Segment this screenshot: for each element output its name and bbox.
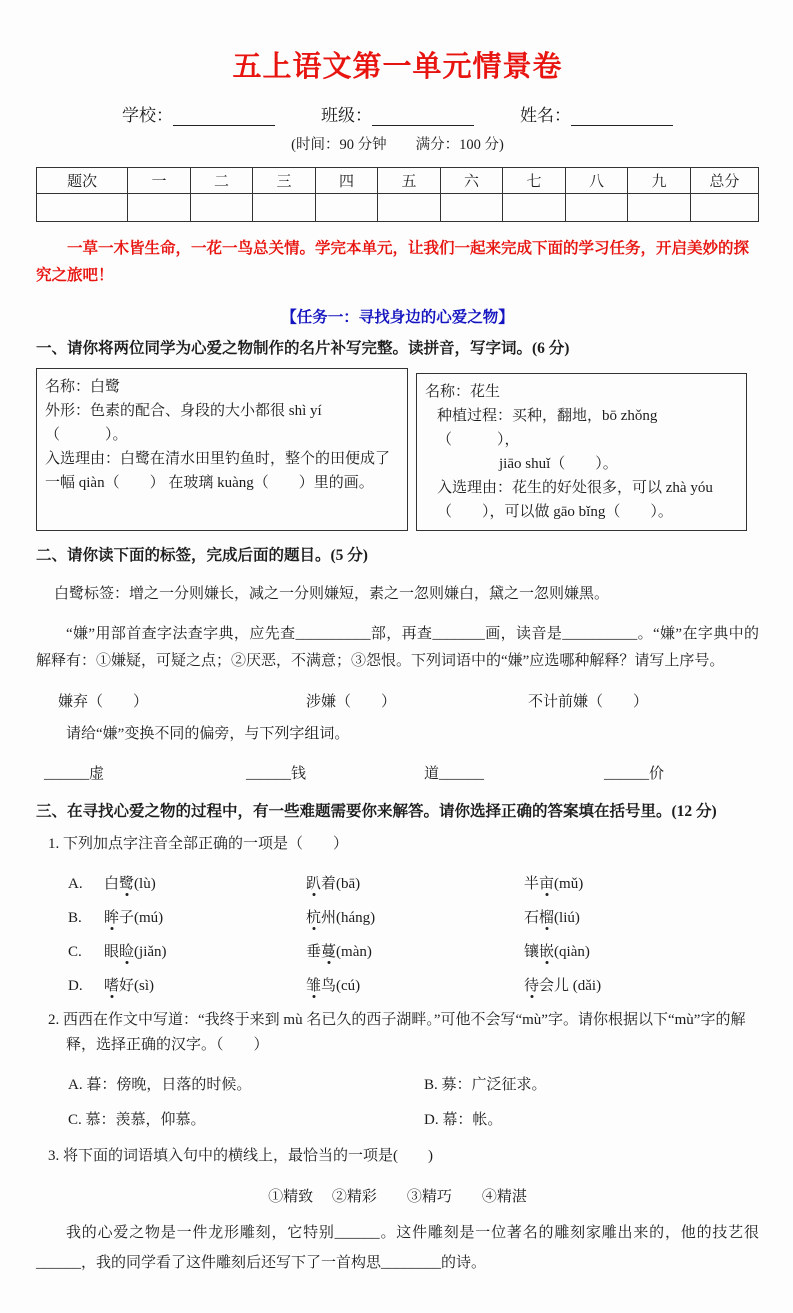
score-cell xyxy=(37,194,128,222)
student-info-row xyxy=(36,101,759,126)
option-b: B. 募：广泛征求。 xyxy=(424,1076,547,1093)
card-egret-reason: 入选理由：白鹭在清水田里钓鱼时，整个的田便成了一幅 qiàn（ ） 在玻璃 kuàng（ ）里的画。 xyxy=(45,450,391,491)
option-d: D. 幕：帐。 xyxy=(424,1111,503,1128)
combo-dao: 道______ xyxy=(424,765,485,782)
option-row-a xyxy=(36,872,759,896)
score-table-header-row xyxy=(37,168,759,194)
score-header-cell: 总分 xyxy=(690,168,758,194)
card-egret xyxy=(36,368,408,531)
dotted-char: 鹭 xyxy=(119,875,135,892)
xian-words-row xyxy=(36,690,759,714)
word-shexian: 涉嫌（ ） xyxy=(306,693,397,710)
card-egret-name: 名称：白鹭 xyxy=(45,378,121,395)
section1-heading: 一、请你将两位同学为心爱之物制作的名片补写完整。读拼音，写字词。(6 分) xyxy=(36,339,570,357)
card-peanut-reason: 入选理由：花生的好处很多，可以 zhà yóu（ ），可以做 gāo bǐng（ ）。 xyxy=(437,479,713,520)
dotted-char: 亩 xyxy=(539,875,555,892)
word-xianqi: 嫌弃（ ） xyxy=(58,693,149,710)
score-header-cell: 五 xyxy=(378,168,441,194)
score-cell xyxy=(315,194,378,222)
school-blank-line xyxy=(173,105,275,126)
section2-heading: 二、请你读下面的标签，完成后面的题目。(5 分) xyxy=(36,546,368,564)
dictionary-paragraph: “嫌”用部首查字法查字典，应先查__________部，再查_______画，读音是__________。“嫌”在字典中的解释有：①嫌疑，可疑之点；②厌恶，不满意；③怨恨。下列词语中的“嫌”应选哪种解释？请写上序号。 xyxy=(36,625,759,669)
option-label: A. xyxy=(68,875,83,892)
option-item: 嗜好(sì) xyxy=(104,977,155,994)
dotted-char: 嗜 xyxy=(104,977,120,994)
question3-prompt: 3. 将下面的词语填入句中的横线上，最恰当的一项是( ) xyxy=(48,1147,433,1164)
dotted-char: 杭 xyxy=(306,909,322,926)
score-cell xyxy=(565,194,628,222)
radical-prompt: 请给“嫌”变换不同的偏旁，与下列字组词。 xyxy=(66,725,350,742)
option-item: 眼睑(jiǎn) xyxy=(104,943,167,960)
option-item: 趴着(bā) xyxy=(306,875,361,892)
question2-prompt: 2. 西西在作文中写道：“我终于来到 mù 名已久的西子湖畔。”可他不会写“mù”字。请你根据以下“mù”字的解释，选择正确的汉字。（ ） xyxy=(48,1011,746,1053)
score-header-cell: 七 xyxy=(503,168,566,194)
score-header-cell: 八 xyxy=(565,168,628,194)
option-item: 雏鸟(cú) xyxy=(306,977,361,994)
page-title: 五上语文第一单元情景卷 xyxy=(232,51,563,83)
option-item: 白鹭(lù) xyxy=(104,875,156,892)
question3-paragraph: 我的心爱之物是一件龙形雕刻，它特别______。这件雕刻是一位著名的雕刻家雕出来的，他的技艺很______，我的同学看了这件雕刻后还写下了一首构思________的诗。 xyxy=(36,1224,759,1271)
card-egret-appearance: 外形：色素的配合、身段的大小都很 shì yí（ ）。 xyxy=(45,402,322,443)
question3-word-bank: ①精致 ②精彩 ③精巧 ④精湛 xyxy=(268,1188,527,1205)
egret-label-line: 白鹭标签：增之一分则嫌长，减之一分则嫌短，素之一忽则嫌白，黛之一忽则嫌黑。 xyxy=(54,585,610,602)
option-label: C. xyxy=(68,943,82,960)
score-header-cell: 九 xyxy=(628,168,691,194)
score-header-cell: 六 xyxy=(440,168,503,194)
option-row-d xyxy=(36,974,759,998)
score-table xyxy=(36,167,759,222)
score-cell xyxy=(440,194,503,222)
option-label: B. xyxy=(68,909,82,926)
section3-heading: 三、在寻找心爱之物的过程中，有一些难题需要你来解答。请你选择正确的答案填在括号里。(12 分) xyxy=(36,802,717,820)
dotted-char: 待 xyxy=(524,977,540,994)
name-cards xyxy=(36,368,759,531)
dotted-char: 眸 xyxy=(104,909,120,926)
card-peanut-name: 名称：花生 xyxy=(425,383,501,400)
option-a: A. 暮：傍晚，日落的时候。 xyxy=(68,1076,252,1093)
option-c: C. 慕：羡慕，仰慕。 xyxy=(68,1111,206,1128)
score-header-cell: 一 xyxy=(128,168,191,194)
task-one-header: 【任务一：寻找身边的心爱之物】 xyxy=(281,308,514,326)
combo-qian-money: ______钱 xyxy=(246,765,307,782)
option-row-b xyxy=(36,906,759,930)
dotted-char: 趴 xyxy=(306,875,322,892)
option-label: D. xyxy=(68,977,83,994)
option-item: 镶嵌(qiàn) xyxy=(524,943,590,960)
class-field xyxy=(321,101,474,126)
dotted-char: 蔓 xyxy=(321,943,337,960)
class-label: 班级： xyxy=(321,106,372,125)
option-item: 杭州(háng) xyxy=(306,909,376,926)
name-field xyxy=(520,101,673,126)
option-item: 待会儿 (dǎi) xyxy=(524,977,602,994)
question2-options xyxy=(36,1073,759,1132)
dotted-char: 雏 xyxy=(306,977,322,994)
score-header-cell: 三 xyxy=(253,168,316,194)
score-cell xyxy=(190,194,253,222)
card-peanut xyxy=(416,373,747,531)
option-row-c xyxy=(36,940,759,964)
score-cell xyxy=(690,194,758,222)
time-score-line: (时间：90 分钟 满分：100 分) xyxy=(291,137,504,153)
radical-combos-row xyxy=(36,761,759,787)
score-table-empty-row xyxy=(37,194,759,222)
name-label: 姓名： xyxy=(520,106,571,125)
score-header-cell: 二 xyxy=(190,168,253,194)
school-label: 学校： xyxy=(122,106,173,125)
card-peanut-process: 种植过程：买种，翻地，bō zhǒng（ ）， xyxy=(437,407,658,448)
score-cell xyxy=(378,194,441,222)
question1-prompt: 1. 下列加点字注音全部正确的一项是（ ） xyxy=(48,835,349,852)
dotted-char: 睑 xyxy=(119,943,135,960)
question1-options xyxy=(36,872,759,998)
card-peanut-process-cont: jiāo shuǐ（ ）。 xyxy=(499,455,618,472)
option-item: 眸子(mú) xyxy=(104,909,164,926)
word-bujiqianxian: 不计前嫌（ ） xyxy=(528,693,649,710)
school-field xyxy=(122,101,275,126)
dotted-char: 嵌 xyxy=(539,943,555,960)
class-blank-line xyxy=(372,105,474,126)
score-cell xyxy=(253,194,316,222)
combo-jia: ______价 xyxy=(604,765,665,782)
score-header-cell: 四 xyxy=(315,168,378,194)
name-blank-line xyxy=(571,105,673,126)
score-cell xyxy=(628,194,691,222)
dotted-char: 榴 xyxy=(539,909,555,926)
combo-xu: ______虚 xyxy=(44,765,105,782)
option-item: 半亩(mǔ) xyxy=(524,875,584,892)
score-cell xyxy=(128,194,191,222)
option-item: 石榴(liú) xyxy=(524,909,580,926)
score-header-cell: 题次 xyxy=(37,168,128,194)
option-item: 垂蔓(màn) xyxy=(306,943,372,960)
intro-lead-text: 一草一木皆生命，一花一鸟总关情。学完本单元，让我们一起来完成下面的学习任务，开启美妙的探究之旅吧！ xyxy=(36,240,750,284)
score-cell xyxy=(503,194,566,222)
